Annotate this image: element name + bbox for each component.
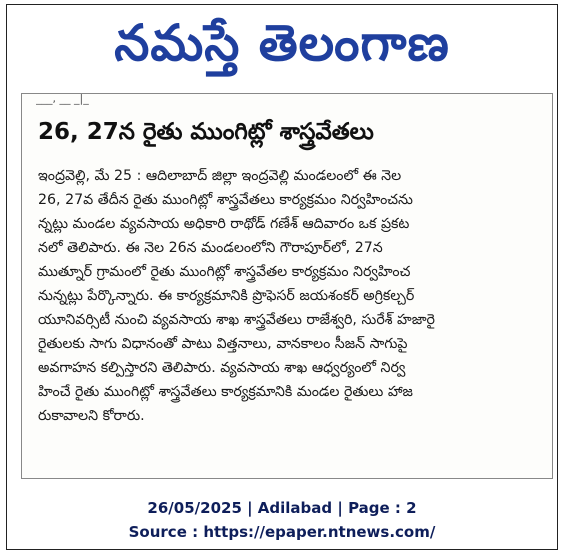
article-line: న్నట్లు మండల వ్యవసాయ అధికారి రాథోడ్ గణేశ్ ఆదివారం ఒక ప్రకట bbox=[38, 216, 410, 232]
clipped-previous-text: ___, __ _|_ bbox=[36, 94, 89, 105]
article-line: ముత్నూర్ గ్రామంలో రైతు ముంగిట్లో శాస్త్రవేతల కార్యక్రమం నిర్వహించ bbox=[38, 264, 411, 280]
article-body bbox=[38, 164, 538, 428]
article-line: రైతులకు సాగు విధానంతో పాటు విత్తనాలు, వానకాలం సీజన్ సాగుపై bbox=[38, 336, 408, 352]
article-line: రుకావాలని కోరారు. bbox=[38, 408, 145, 424]
article-line: హించే రైతు ముంగిట్లో శాస్త్రవేతలు కార్యక్రమానికి మండల రైతులు హాజ bbox=[38, 384, 413, 400]
article-line: యూనివర్సిటీ నుంచి వ్యవసాయ శాఖ శాస్త్రవేతలు రాజేశ్వరి, సురేశ్ హజారై bbox=[38, 312, 435, 328]
newspaper-masthead: నమస్తే తెలంగాణ bbox=[114, 14, 450, 72]
publication-info: 26/05/2025 | Adilabad | Page : 2 bbox=[147, 499, 417, 517]
news-clipping bbox=[21, 93, 553, 479]
article-line: 26, 27వ తేదీన రైతు ముంగిట్లో శాస్త్రవేతలు కార్యక్రమం నిర్వహించను bbox=[38, 192, 413, 208]
article-line: నున్నట్లు పేర్కొన్నారు. ఈ కార్యక్రమానికి ప్రొఫెసర్ జయశంకర్ అగ్రికల్చర్ bbox=[38, 288, 415, 304]
article-line: నలో తెలిపారు. ఈ నెల 26న మండలంలోని గౌరాపూర్‌లో, 27న bbox=[38, 240, 383, 256]
article-headline: 26, 27న రైతు ముంగిట్లో శాస్త్రవేతలు bbox=[38, 119, 374, 145]
page-frame bbox=[6, 4, 558, 550]
source-link[interactable]: Source : https://epaper.ntnews.com/ bbox=[128, 523, 436, 541]
article-line: ఇంద్రవెల్లి, మే 25 : ఆదిలాబాద్ జిల్లా ఇంద్రవెల్లి మండలంలో ఈ నెల bbox=[38, 168, 402, 184]
article-line: అవగాహన కల్పిస్తారని తెలిపారు. వ్యవసాయ శాఖ ఆధ్వర్యంలో నిర్వ bbox=[38, 360, 406, 376]
